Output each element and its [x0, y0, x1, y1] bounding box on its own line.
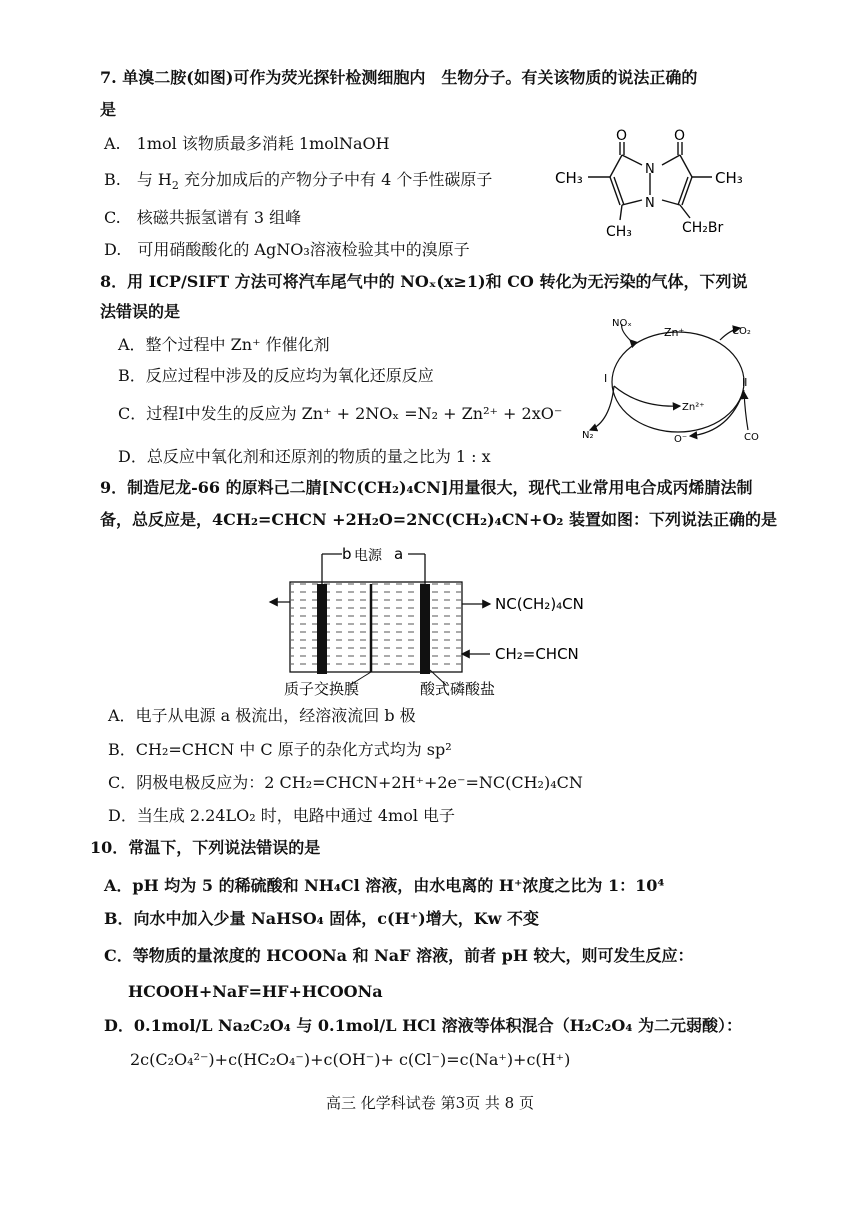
cycle-zn2: Zn²⁺	[682, 402, 705, 413]
q9-option-d: D．当生成 2.24LO₂ 时，电路中通过 4mol 电子	[108, 806, 456, 825]
struct-ch3-left: CH₃	[555, 169, 583, 187]
q7-stem-line1: 7. 单溴二胺(如图)可作为荧光探针检测细胞内 生物分子。有关该物质的说法正确的	[100, 68, 698, 87]
q8-option-a: A．整个过程中 Zn⁺ 作催化剂	[118, 335, 330, 354]
cycle-n2: N₂	[582, 430, 594, 441]
q8-option-c: C．过程Ⅰ中发生的反应为 Zn⁺ + 2NOₓ =N₂ + Zn²⁺ + 2xO⁻	[118, 404, 563, 423]
struct-o-left: O	[616, 128, 628, 144]
cycle-co: CO	[744, 432, 759, 443]
struct-n-top: N	[645, 162, 655, 177]
q10-stem: 10．常温下，下列说法错误的是	[90, 838, 321, 857]
q7-stem-line2: 是	[100, 100, 117, 119]
cycle-process-2: Ⅱ	[742, 376, 748, 389]
q8-stem-line1: 8．用 ICP/SIFT 方法可将汽车尾气中的 NOₓ(x≥1)和 CO 转化为无污染的气体，下列说	[100, 272, 748, 291]
cycle-o-minus: O⁻	[674, 434, 688, 445]
cycle-process-1: Ⅰ	[604, 372, 608, 385]
q10-option-d-line1: D．0.1mol/L Na₂C₂O₄ 与 0.1mol/L HCl 溶液等体积混合（H₂C₂O₄ 为二元弱酸）：	[104, 1016, 742, 1035]
q10-option-a: A．pH 均为 5 的稀硫酸和 NH₄Cl 溶液，由水电离的 H⁺浓度之比为 1：10⁴	[104, 876, 665, 895]
page-footer: 高三 化学科试卷 第3页 共 8 页	[326, 1094, 534, 1112]
q8-option-d: D．总反应中氧化剂和还原剂的物质的量之比为 1 : x	[118, 447, 491, 466]
cell-salt-label: 酸式磷酸盐	[420, 680, 496, 698]
q7-option-c: C. 核磁共振氢谱有 3 组峰	[104, 208, 302, 227]
cell-b: b	[342, 545, 352, 563]
cell-membrane-label: 质子交换膜	[284, 680, 360, 698]
q10-option-b: B．向水中加入少量 NaHSO₄ 固体，c(H⁺)增大，Kw 不变	[104, 909, 539, 928]
struct-ch3-bottom: CH₃	[606, 224, 632, 240]
q7-option-b: B. 与 $H_2$ 充分加成后的产物分子中有 4 个手性碳原子	[104, 170, 493, 192]
q10-option-d-line2: 2c(C₂O₄²⁻)+c(HC₂O₄⁻)+c(OH⁻)+ c(Cl⁻)=c(Na⁺)+c(H⁺)	[130, 1050, 571, 1069]
struct-o-right: O	[674, 128, 686, 144]
struct-ch2br: CH₂Br	[682, 220, 724, 236]
q7-option-a: A. 1mol 该物质最多消耗 1molNaOH	[104, 134, 390, 153]
q10-option-c-line1: C．等物质的量浓度的 HCOONa 和 NaF 溶液，前者 pH 较大，则可发生反应：	[104, 946, 694, 965]
q9-stem-line2: 备，总反应是，4CH₂=CHCN +2H₂O=2NC(CH₂)₄CN+O₂ 装置如图：下列说法正确的是	[100, 510, 777, 529]
q8-option-b: B．反应过程中涉及的反应均为氧化还原反应	[118, 366, 434, 385]
q9-option-b: B．CH₂=CHCN 中 C 原子的杂化方式均为 sp²	[108, 740, 452, 759]
q8-cycle-diagram	[580, 312, 775, 447]
q9-option-a: A．电子从电源 a 极流出，经溶液流回 b 极	[108, 706, 416, 725]
struct-n-bottom: N	[645, 196, 655, 211]
struct-ch3-right: CH₃	[715, 169, 743, 187]
cycle-nox: NOₓ	[612, 318, 632, 329]
q10-option-c-line2: HCOOH+NaF=HF+HCOONa	[128, 982, 383, 1001]
cell-a: a	[394, 545, 404, 563]
cycle-co2: CO₂	[732, 326, 751, 337]
cell-in-bottom: CH₂=CHCN	[495, 645, 579, 663]
q9-electrolysis-diagram	[250, 540, 620, 698]
q9-option-c: C．阴极电极反应为：2 CH₂=CHCN+2H⁺+2e⁻=NC(CH₂)₄CN	[108, 773, 583, 792]
cycle-zn-plus: Zn⁺	[664, 326, 685, 339]
q7-structure-diagram	[550, 120, 770, 245]
q9-stem-line1: 9．制造尼龙-66 的原料己二腈[NC(CH₂)₄CN]用量很大，现代工业常用电合成丙烯腈法制	[100, 478, 753, 497]
q7-option-d: D. 可用硝酸酸化的 AgNO₃溶液检验其中的溴原子	[104, 240, 470, 259]
cell-power: 电源	[354, 548, 382, 564]
q8-stem-line2: 法错误的是	[100, 302, 181, 321]
cell-out-top: NC(CH₂)₄CN	[495, 595, 584, 613]
